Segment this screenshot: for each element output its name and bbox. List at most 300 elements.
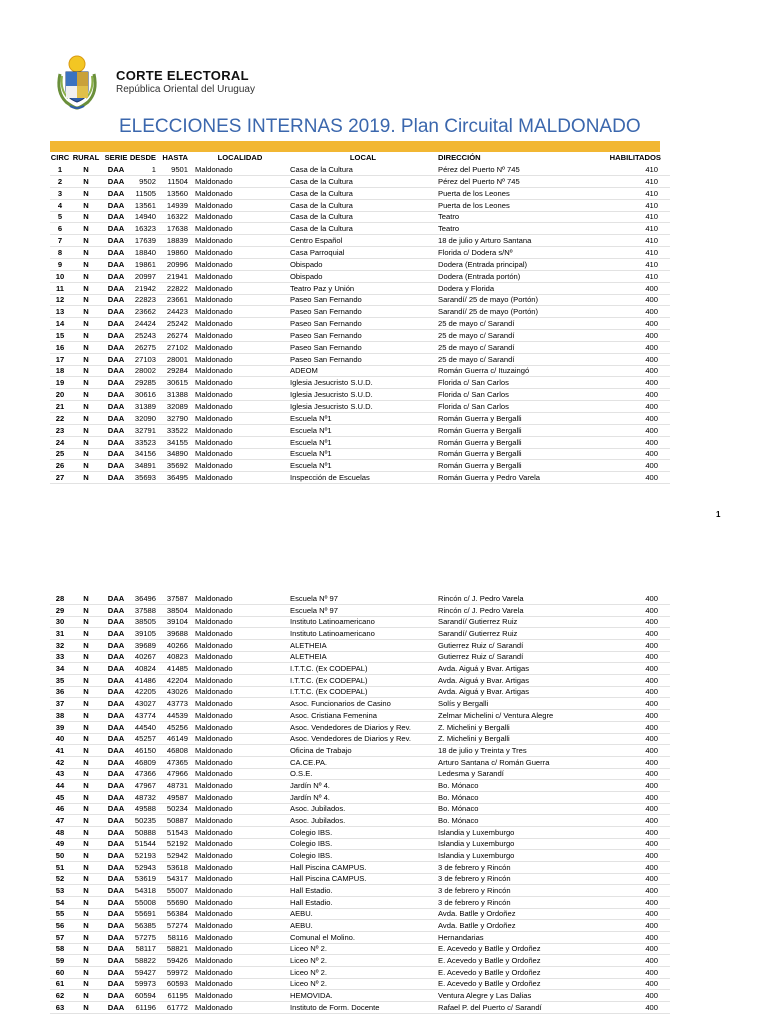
- cell-hasta: 49587: [166, 792, 188, 802]
- cell-rural: N: [83, 354, 89, 364]
- table-row: [50, 651, 670, 663]
- document-title: ELECCIONES INTERNAS 2019. Plan Circuital MALDONADO: [119, 116, 641, 137]
- cell-desde: 49588: [134, 804, 156, 814]
- cell-localidad: Maldonado: [195, 449, 233, 459]
- cell-habilitados: 400: [645, 461, 658, 471]
- cell-direccion: 3 de febrero y Rincón: [438, 874, 511, 884]
- cell-desde: 38505: [134, 617, 156, 627]
- cell-localidad: Maldonado: [195, 827, 233, 837]
- cell-hasta: 18839: [166, 236, 188, 246]
- cell-desde: 47366: [134, 769, 156, 779]
- cell-hasta: 30615: [166, 378, 188, 388]
- cell-desde: 37588: [134, 605, 156, 615]
- header-hasta: HASTA: [162, 153, 188, 162]
- cell-serie: DAA: [107, 319, 125, 328]
- cell-local: Asoc. Funcionarios de Casino: [290, 699, 391, 709]
- cell-local: Escuela Nº1: [290, 449, 332, 459]
- cell-rural: N: [83, 921, 89, 930]
- cell-localidad: Maldonado: [195, 247, 233, 257]
- cell-desde: 50235: [134, 815, 156, 825]
- cell-serie: DAA: [107, 342, 125, 352]
- cell-rural: N: [83, 874, 89, 884]
- cell-desde: 18840: [134, 247, 156, 257]
- organization-subtitle: República Oriental del Uruguay: [116, 84, 255, 95]
- cell-local: Instituto de Form. Docente: [290, 1002, 380, 1012]
- cell-serie: DAA: [107, 1002, 125, 1012]
- cell-serie: DAA: [107, 425, 125, 435]
- cell-local: Casa de la Cultura: [290, 200, 353, 210]
- cell-desde: 40824: [134, 664, 156, 674]
- cell-serie: DAA: [107, 236, 125, 246]
- cell-direccion: Pérez del Puerto Nº 745: [438, 176, 520, 186]
- cell-desde: 30616: [134, 390, 156, 400]
- cell-hasta: 60593: [166, 979, 188, 989]
- cell-circ: 32: [55, 640, 65, 650]
- cell-desde: 28002: [134, 366, 156, 376]
- cell-direccion: 3 de febrero y Rincón: [438, 897, 511, 907]
- table-row: [50, 342, 670, 354]
- cell-hasta: 46808: [166, 745, 188, 755]
- cell-desde: 34891: [134, 461, 156, 471]
- header-desde: DESDE: [129, 153, 156, 162]
- table-row: [50, 294, 670, 306]
- cell-localidad: Maldonado: [195, 640, 233, 650]
- table-row: [50, 247, 670, 259]
- cell-serie: DAA: [107, 449, 125, 459]
- cell-localidad: Maldonado: [195, 699, 233, 709]
- cell-localidad: Maldonado: [195, 307, 233, 317]
- cell-habilitados: 400: [645, 745, 658, 755]
- cell-habilitados: 400: [645, 473, 658, 483]
- cell-serie: DAA: [107, 366, 125, 376]
- table-row: [50, 885, 670, 897]
- cell-hasta: 28001: [166, 354, 188, 364]
- cell-localidad: Maldonado: [195, 792, 233, 802]
- cell-circ: 31: [55, 629, 65, 638]
- table-row: [50, 318, 670, 330]
- organization-name: CORTE ELECTORAL: [116, 68, 249, 83]
- cell-direccion: Sarandí/ Gutierrez Ruiz: [438, 629, 518, 638]
- cell-circ: 6: [57, 224, 63, 234]
- cell-rural: N: [83, 909, 89, 919]
- cell-habilitados: 400: [645, 390, 658, 400]
- cell-serie: DAA: [107, 991, 125, 1001]
- cell-habilitados: 400: [645, 594, 658, 603]
- cell-serie: DAA: [107, 402, 125, 411]
- cell-desde: 19861: [134, 259, 156, 269]
- cell-hasta: 56384: [166, 909, 188, 919]
- cell-rural: N: [83, 722, 89, 732]
- cell-rural: N: [83, 330, 89, 340]
- cell-hasta: 45256: [166, 722, 188, 732]
- cell-serie: DAA: [107, 640, 125, 650]
- cell-local: Centro Español: [290, 236, 343, 246]
- cell-local: Teatro Paz y Unión: [290, 283, 355, 293]
- cell-desde: 27103: [134, 354, 156, 364]
- table-row: [50, 955, 670, 967]
- cell-habilitados: 400: [645, 827, 658, 837]
- cell-rural: N: [83, 594, 89, 603]
- cell-hasta: 58821: [166, 944, 188, 954]
- cell-localidad: Maldonado: [195, 473, 233, 483]
- cell-hasta: 50234: [166, 804, 188, 814]
- table-header: [50, 152, 670, 164]
- cell-hasta: 20996: [166, 259, 188, 269]
- cell-desde: 24424: [134, 319, 156, 328]
- table-row: [50, 306, 670, 318]
- cell-desde: 52193: [134, 851, 156, 860]
- cell-circ: 17: [55, 354, 65, 364]
- cell-serie: DAA: [107, 617, 125, 627]
- cell-direccion: Román Guerra y Bergalli: [438, 437, 522, 447]
- cell-serie: DAA: [107, 664, 125, 674]
- cell-localidad: Maldonado: [195, 874, 233, 884]
- table-row: [50, 943, 670, 955]
- cell-hasta: 16322: [166, 212, 188, 222]
- cell-habilitados: 400: [645, 874, 658, 884]
- cell-circ: 42: [55, 757, 65, 767]
- cell-habilitados: 400: [645, 687, 658, 697]
- cell-hasta: 37587: [166, 594, 188, 603]
- cell-hasta: 26274: [166, 330, 188, 340]
- cell-circ: 9: [57, 259, 63, 269]
- cell-circ: 37: [55, 699, 65, 709]
- cell-local: Iglesia Jesucristo S.U.D.: [290, 378, 373, 388]
- table-row: [50, 616, 670, 628]
- cell-local: I.T.T.C. (Ex CODEPAL): [290, 687, 368, 697]
- cell-rural: N: [83, 307, 89, 317]
- cell-local: Escuela Nº 97: [290, 605, 338, 615]
- cell-serie: DAA: [107, 862, 125, 872]
- cell-localidad: Maldonado: [195, 342, 233, 352]
- table-row: [50, 235, 670, 247]
- table-row: [50, 448, 670, 460]
- table-row: [50, 862, 670, 874]
- cell-serie: DAA: [107, 259, 125, 269]
- cell-local: Obispado: [290, 271, 323, 281]
- cell-serie: DAA: [107, 675, 125, 685]
- header-circ: CIRC: [50, 153, 70, 162]
- table-row: [50, 283, 670, 295]
- cell-rural: N: [83, 956, 89, 966]
- cell-circ: 3: [57, 188, 63, 198]
- cell-desde: 58822: [134, 956, 156, 966]
- cell-serie: DAA: [107, 605, 125, 615]
- cell-desde: 41486: [134, 675, 156, 685]
- cell-desde: 61196: [135, 1002, 156, 1012]
- cell-localidad: Maldonado: [195, 402, 233, 411]
- cell-direccion: Solís y Bergalli: [438, 699, 489, 709]
- cell-circ: 33: [55, 652, 65, 662]
- cell-circ: 14: [55, 319, 65, 328]
- cell-direccion: Sarandí/ Gutierrez Ruiz: [438, 617, 518, 627]
- table-row: [50, 792, 670, 804]
- cell-local: Instituto Latinoamericano: [290, 629, 375, 638]
- cell-circ: 23: [55, 425, 65, 435]
- cell-direccion: Bo. Mónaco: [438, 804, 479, 814]
- table-row: [50, 663, 670, 675]
- cell-hasta: 32790: [166, 413, 188, 423]
- cell-circ: 30: [55, 617, 65, 627]
- cell-desde: 17639: [134, 236, 156, 246]
- cell-habilitados: 400: [645, 413, 658, 423]
- cell-direccion: Islandia y Luxemburgo: [438, 839, 515, 849]
- cell-desde: 23662: [134, 307, 156, 317]
- cell-direccion: 18 de julio y Treinta y Tres: [438, 745, 527, 755]
- cell-local: Jardín Nº 4.: [290, 780, 330, 790]
- cell-rural: N: [83, 390, 89, 400]
- cell-direccion: Islandia y Luxemburgo: [438, 827, 515, 837]
- cell-direccion: Teatro: [438, 212, 460, 222]
- cell-local: Asoc. Jubilados.: [290, 804, 346, 814]
- cell-rural: N: [83, 605, 89, 615]
- cell-desde: 21942: [134, 283, 156, 293]
- cell-hasta: 34890: [166, 449, 188, 459]
- cell-circ: 44: [55, 780, 65, 790]
- table-row: [50, 768, 670, 780]
- table-row: [50, 850, 670, 862]
- cell-circ: 20: [55, 390, 65, 400]
- cell-rural: N: [83, 792, 89, 802]
- table-row: [50, 377, 670, 389]
- cell-direccion: Zelmar Michelini c/ Ventura Alegre: [438, 710, 554, 720]
- cell-habilitados: 410: [645, 212, 658, 222]
- cell-desde: 59973: [134, 979, 156, 989]
- cell-local: Liceo Nº 2.: [290, 979, 327, 989]
- cell-rural: N: [83, 295, 89, 305]
- cell-local: Liceo Nº 2.: [290, 956, 327, 966]
- cell-circ: 8: [57, 247, 63, 257]
- cell-local: CA.CE.PA.: [290, 757, 327, 767]
- cell-local: Hall Piscina CAMPUS.: [290, 862, 367, 872]
- cell-rural: N: [83, 839, 89, 849]
- cell-direccion: Islandia y Luxemburgo: [438, 851, 515, 860]
- cell-hasta: 31388: [166, 390, 188, 400]
- cell-circ: 7: [57, 236, 63, 246]
- cell-circ: 41: [55, 745, 65, 755]
- cell-rural: N: [83, 366, 89, 376]
- cell-serie: DAA: [107, 909, 125, 919]
- cell-habilitados: 400: [645, 932, 658, 942]
- cell-local: Colegio IBS.: [290, 851, 333, 860]
- cell-hasta: 52192: [166, 839, 188, 849]
- cell-circ: 55: [55, 909, 65, 919]
- cell-local: Hall Piscina CAMPUS.: [290, 874, 367, 884]
- cell-local: Paseo San Fernando: [290, 354, 362, 364]
- table-row: [50, 686, 670, 698]
- cell-serie: DAA: [107, 757, 125, 767]
- cell-direccion: Z. Michelini y Bergalli: [438, 734, 510, 744]
- cell-habilitados: 400: [645, 757, 658, 767]
- table-row: [50, 211, 670, 223]
- cell-local: Iglesia Jesucristo S.U.D.: [290, 402, 373, 411]
- cell-habilitados: 400: [645, 617, 658, 627]
- cell-local: Escuela Nº1: [290, 437, 332, 447]
- cell-direccion: Avda. Aiguá y Bvar. Artigas: [438, 687, 530, 697]
- cell-hasta: 51543: [166, 827, 188, 837]
- cell-localidad: Maldonado: [195, 710, 233, 720]
- cell-serie: DAA: [107, 594, 125, 603]
- cell-rural: N: [83, 897, 89, 907]
- cell-habilitados: 400: [645, 437, 658, 447]
- cell-circ: 15: [55, 330, 65, 340]
- table-row: [50, 803, 670, 815]
- cell-direccion: Rincón c/ J. Pedro Varela: [438, 594, 524, 603]
- cell-circ: 28: [55, 594, 65, 603]
- table-row: [50, 200, 670, 212]
- cell-serie: DAA: [107, 629, 125, 638]
- cell-direccion: Puerta de los Leones: [438, 188, 510, 198]
- table-row: [50, 780, 670, 792]
- cell-desde: 32090: [134, 413, 156, 423]
- cell-desde: 9502: [139, 176, 156, 186]
- table-row: [50, 605, 670, 617]
- cell-localidad: Maldonado: [195, 271, 233, 281]
- cell-hasta: 40266: [166, 640, 188, 650]
- cell-localidad: Maldonado: [195, 354, 233, 364]
- cell-localidad: Maldonado: [195, 366, 233, 376]
- cell-hasta: 61195: [167, 991, 188, 1001]
- cell-localidad: Maldonado: [195, 617, 233, 627]
- cell-circ: 34: [55, 664, 65, 674]
- cell-desde: 45257: [134, 734, 156, 744]
- table-row: [50, 259, 670, 271]
- cell-hasta: 39688: [166, 629, 188, 638]
- cell-rural: N: [83, 675, 89, 685]
- cell-rural: N: [83, 862, 89, 872]
- cell-rural: N: [83, 687, 89, 697]
- cell-circ: 1: [57, 165, 63, 174]
- cell-rural: N: [83, 473, 89, 483]
- table-row: [50, 1002, 670, 1014]
- cell-hasta: 13560: [166, 188, 188, 198]
- cell-hasta: 55007: [166, 886, 188, 895]
- cell-direccion: Puerta de los Leones: [438, 200, 510, 210]
- table-row: [50, 472, 670, 484]
- cell-hasta: 43026: [166, 687, 188, 697]
- cell-direccion: 3 de febrero y Rincón: [438, 886, 511, 895]
- cell-habilitados: 410: [645, 236, 658, 246]
- header-direccion: DIRECCIÓN: [438, 153, 481, 162]
- cell-desde: 31389: [134, 402, 156, 411]
- cell-habilitados: 400: [645, 330, 658, 340]
- cell-habilitados: 400: [645, 851, 658, 860]
- cell-local: Paseo San Fernando: [290, 319, 362, 328]
- cell-hasta: 25242: [166, 319, 188, 328]
- cell-habilitados: 400: [645, 886, 658, 895]
- cell-habilitados: 400: [645, 652, 658, 662]
- cell-localidad: Maldonado: [195, 675, 233, 685]
- cell-localidad: Maldonado: [195, 991, 233, 1001]
- cell-local: Instituto Latinoamericano: [290, 617, 375, 627]
- cell-habilitados: 400: [645, 921, 658, 930]
- cell-habilitados: 400: [645, 699, 658, 709]
- cell-local: Paseo San Fernando: [290, 295, 362, 305]
- cell-localidad: Maldonado: [195, 629, 233, 638]
- cell-rural: N: [83, 664, 89, 674]
- cell-serie: DAA: [107, 437, 125, 447]
- cell-direccion: Dodera (Entrada principal): [438, 259, 528, 269]
- cell-rural: N: [83, 413, 89, 423]
- cell-rural: N: [83, 271, 89, 281]
- cell-hasta: 54317: [166, 874, 188, 884]
- cell-direccion: Román Guerra y Bergalli: [438, 461, 522, 471]
- cell-serie: DAA: [107, 652, 125, 662]
- cell-direccion: Arturo Santana c/ Román Guerra: [438, 757, 550, 767]
- cell-circ: 57: [55, 932, 65, 942]
- table-row: [50, 176, 670, 188]
- cell-desde: 1: [151, 165, 156, 174]
- cell-direccion: Bo. Mónaco: [438, 792, 479, 802]
- cell-serie: DAA: [107, 839, 125, 849]
- cell-localidad: Maldonado: [195, 212, 233, 222]
- cell-circ: 61: [55, 979, 65, 989]
- cell-habilitados: 410: [645, 224, 658, 234]
- cell-desde: 43027: [134, 699, 156, 709]
- cell-serie: DAA: [107, 473, 125, 483]
- cell-rural: N: [83, 425, 89, 435]
- cell-habilitados: 400: [645, 839, 658, 849]
- table-row: [50, 389, 670, 401]
- cell-desde: 58117: [135, 944, 156, 954]
- cell-localidad: Maldonado: [195, 390, 233, 400]
- cell-direccion: 25 de mayo c/ Sarandí: [438, 330, 515, 340]
- cell-hasta: 57274: [166, 921, 188, 930]
- cell-circ: 25: [55, 449, 65, 459]
- table-row: [50, 401, 670, 413]
- cell-direccion: Gutierrez Ruiz c/ Sarandí: [438, 652, 524, 662]
- cell-hasta: 29284: [166, 366, 188, 376]
- cell-serie: DAA: [107, 390, 125, 400]
- cell-circ: 12: [55, 295, 65, 305]
- cell-localidad: Maldonado: [195, 897, 233, 907]
- cell-desde: 39105: [134, 629, 156, 638]
- cell-localidad: Maldonado: [195, 921, 233, 930]
- cell-local: Hall Estadio.: [290, 886, 333, 895]
- cell-habilitados: 400: [645, 354, 658, 364]
- cell-serie: DAA: [107, 722, 125, 732]
- cell-localidad: Maldonado: [195, 851, 233, 860]
- cell-serie: DAA: [107, 461, 125, 471]
- cell-hasta: 23661: [166, 295, 188, 305]
- cell-direccion: Bo. Mónaco: [438, 815, 479, 825]
- cell-desde: 13561: [134, 200, 156, 210]
- cell-hasta: 27102: [166, 342, 188, 352]
- cell-hasta: 33522: [166, 425, 188, 435]
- cell-habilitados: 400: [645, 769, 658, 779]
- cell-rural: N: [83, 851, 89, 860]
- cell-hasta: 22822: [166, 283, 188, 293]
- cell-local: Iglesia Jesucristo S.U.D.: [290, 390, 373, 400]
- cell-hasta: 36495: [166, 473, 188, 483]
- cell-serie: DAA: [107, 413, 125, 423]
- cell-hasta: 48731: [166, 780, 188, 790]
- cell-direccion: Avda. Aiguá y Bvar. Artigas: [438, 664, 530, 674]
- cell-direccion: Florida c/ San Carlos: [438, 402, 509, 411]
- cell-rural: N: [83, 815, 89, 825]
- cell-local: AEBU.: [290, 921, 313, 930]
- cell-localidad: Maldonado: [195, 295, 233, 305]
- cell-localidad: Maldonado: [195, 956, 233, 966]
- cell-localidad: Maldonado: [195, 769, 233, 779]
- cell-local: Asoc. Vendedores de Diarios y Rev.: [290, 722, 411, 732]
- table-row: [50, 640, 670, 652]
- cell-local: Oficina de Trabajo: [290, 745, 352, 755]
- cell-direccion: E. Acevedo y Batlle y Ordoñez: [438, 956, 541, 966]
- cell-desde: 33523: [134, 437, 156, 447]
- cell-direccion: Román Guerra c/ Ituzaingó: [438, 366, 530, 376]
- cell-circ: 46: [55, 804, 65, 814]
